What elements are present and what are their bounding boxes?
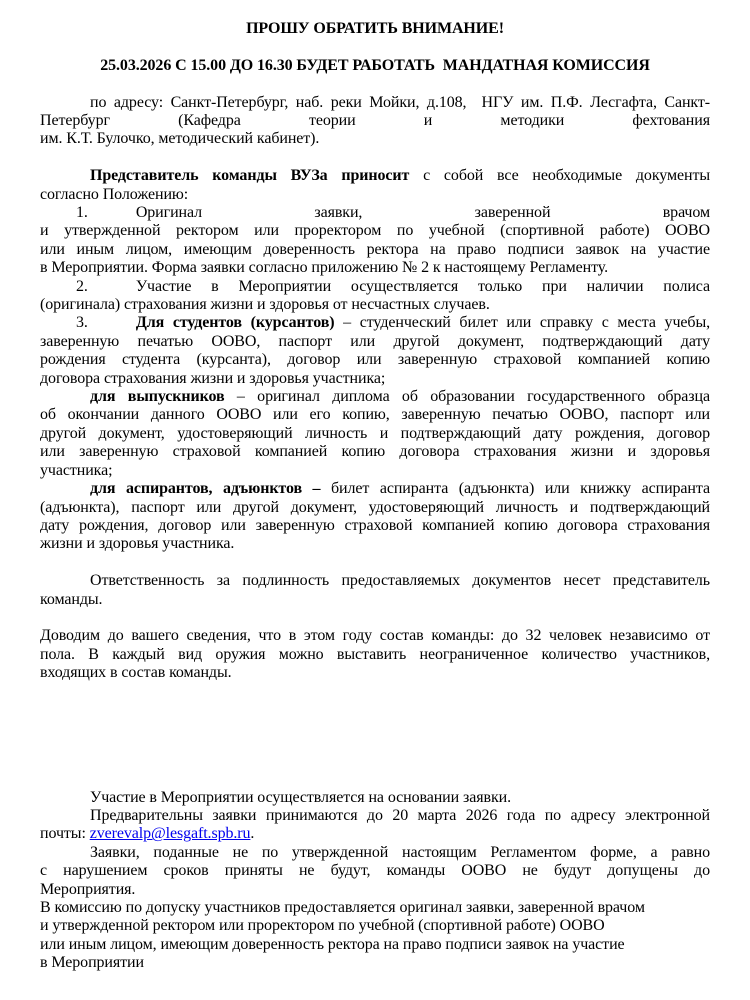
text-run: билет аспиранта (адъюнкта) или книжку аспиранта [320, 480, 710, 498]
text-run: Петербург (Кафедра теории и методики фехтования [40, 112, 710, 129]
text-run: им. К.Т. Булочко, методический кабинет). [40, 130, 320, 148]
participation-line [40, 789, 710, 807]
text-run: Участие в Мероприятии осуществляется только при наличии полиса [135, 277, 710, 295]
commission-schedule [40, 57, 710, 75]
text-run: почты: [40, 825, 90, 843]
commission-submission-line [40, 936, 710, 954]
blank-line [40, 75, 710, 93]
blank-line [40, 609, 710, 627]
text-run: дату рождения, договор или заверенную страховой компанией копию договора страхования [40, 516, 710, 534]
text-run: другой документ, удостоверяющий личность и подтверждающий дату рождения, договор [40, 424, 710, 442]
bold-text-run: ПРОШУ ОБРАТИТЬ ВНИМАНИЕ! [246, 20, 504, 37]
tab-spacer [40, 216, 76, 217]
email-line [40, 825, 710, 843]
bold-text-run: Представитель команды ВУЗа приносит [90, 167, 410, 185]
text-run: или заверенную страховой компанией копию договора страхования жизни и здоровья [40, 443, 710, 461]
text-run: договора страхования жизни и здоровья участника; [40, 369, 386, 387]
responsibility-line [40, 591, 710, 609]
applications-line [40, 844, 710, 862]
vertical-gap [40, 683, 710, 789]
tab-spacer [40, 584, 90, 585]
team-size-line [40, 646, 710, 664]
text-run: или иным лицом, имеющим доверенность ректора на право подписи заявок на участие [40, 935, 625, 953]
text-run: (оригинала) страхования жизни и здоровья от несчастных случаев. [40, 296, 490, 314]
representative-line [40, 186, 710, 204]
graduates-line [40, 425, 710, 443]
commission-submission-line [40, 899, 710, 917]
text-run: Участие в Мероприятии осуществляется на основании заявки. [90, 788, 511, 806]
tab-spacer [40, 492, 90, 493]
list-item-3 [40, 314, 710, 332]
address-line [40, 130, 710, 148]
tab-spacer [40, 106, 90, 107]
tab-spacer [88, 326, 136, 327]
text-run: об окончании данного ООВО или его копию, заверенную печатью ООВО, паспорт или [40, 406, 710, 424]
blank-line [40, 149, 710, 167]
tab-spacer [88, 216, 136, 217]
commission-submission-line [40, 954, 710, 972]
team-size-line [40, 627, 710, 645]
list-item-1 [40, 241, 710, 259]
text-run: В комиссию по допуску участников предоставляется оригинал заявки, заверенной врачом [40, 898, 645, 916]
tab-spacer [40, 400, 90, 401]
blank-line [40, 38, 710, 56]
bold-text-run: Для студентов (курсантов) [135, 314, 335, 332]
text-run: Заявки, поданные не по утвержденной настоящим Регламентом форме, а равно [90, 843, 710, 861]
text-run: 2. [76, 277, 88, 295]
text-run: Оригинал заявки, заверенной врачом [135, 204, 710, 222]
text-run: и утвержденной ректором или проректором по учебной (спортивной работе) ООВО [40, 222, 710, 240]
text-run: пола. В каждый вид оружия можно выставить неограниченное количество участников, [40, 645, 710, 663]
text-run: согласно Положению: [40, 185, 189, 203]
postgraduates-line [40, 480, 710, 498]
tab-spacer [40, 801, 90, 802]
bold-text-run: 25.03.2026 С 15.00 ДО 16.30 БУДЕТ РАБОТАТЬ МАНДАТНАЯ КОМИССИЯ [100, 56, 650, 74]
commission-submission-line [40, 917, 710, 935]
document-content [40, 20, 710, 973]
graduates-line [40, 406, 710, 424]
text-run: (адъюнкта), паспорт или другой документ, удостоверяющий личность и подтверждающий [40, 498, 710, 516]
text-run: Ответственность за подлинность предоставляемых документов несет представитель [90, 572, 710, 590]
text-run: . [250, 825, 255, 843]
text-run: 1. [76, 204, 88, 222]
tab-spacer [40, 290, 76, 291]
text-run: команды. [40, 590, 103, 608]
list-item-2 [40, 278, 710, 296]
text-run: – студенческий билет или справку с места учебы, [334, 314, 710, 332]
list-item-3 [40, 351, 710, 369]
list-item-1 [40, 204, 710, 222]
postgraduates-line [40, 517, 710, 535]
list-item-3 [40, 370, 710, 388]
text-run: или иным лицом, имеющим доверенность ректора на право подписи заявок на участие [40, 240, 710, 258]
address-line [40, 94, 710, 112]
list-item-2 [40, 296, 710, 314]
text-run: – оригинал диплома об образовании государственного образца [224, 388, 710, 406]
representative-line [40, 167, 710, 185]
text-run: по адресу: Санкт-Петербург, наб. реки Мойки, д.108, НГУ им. П.Ф. Лесгафта, Санкт- [90, 93, 710, 111]
bold-text-run: для аспирантов, адъюнктов – [90, 480, 321, 498]
text-run: участника; [40, 461, 113, 479]
graduates-line [40, 388, 710, 406]
team-size-line [40, 664, 710, 682]
text-run: входящих в состав команды. [40, 664, 232, 682]
text-run: Мероприятия. [40, 880, 136, 898]
text-run: в Мероприятии. Форма заявки согласно приложению № 2 к настоящему Регламенту. [40, 259, 608, 277]
text-run: 3. [76, 314, 88, 332]
notice-title [40, 20, 710, 38]
tab-spacer [40, 856, 90, 857]
graduates-line [40, 443, 710, 461]
tab-spacer [88, 290, 136, 291]
text-run: жизни и здоровья участника. [40, 535, 235, 553]
list-item-3 [40, 333, 710, 351]
postgraduates-line [40, 535, 710, 553]
postgraduates-line [40, 499, 710, 517]
text-run: Предварительны заявки принимаются до 20 марта 2026 года по адресу электронной [90, 806, 710, 824]
text-run: рождения студента (курсанта), договор или заверенную страховой компанией копию [40, 351, 710, 369]
text-run: с нарушением сроков приняты не будут, команды ООВО не будут допущены до [40, 862, 710, 880]
tab-spacer [40, 179, 90, 180]
email-link[interactable]: zverevalp@lesgaft.spb.ru [89, 825, 251, 843]
tab-spacer [40, 326, 76, 327]
list-item-1 [40, 222, 710, 240]
responsibility-line [40, 572, 710, 590]
address-line [40, 112, 710, 130]
bold-text-run: для выпускников [90, 388, 225, 406]
text-run: с собой все необходимые документы [409, 167, 710, 185]
tab-spacer [40, 819, 90, 820]
text-run: заверенную печатью ООВО, паспорт или другой документ, подтверждающий дату [40, 332, 710, 350]
text-run: Доводим до вашего сведения, что в этом году состав команды: до 32 человек независимо от [40, 627, 710, 645]
preliminary-line [40, 807, 710, 825]
applications-line [40, 881, 710, 899]
applications-line [40, 862, 710, 880]
list-item-1 [40, 259, 710, 277]
graduates-line [40, 462, 710, 480]
blank-line [40, 554, 710, 572]
text-run: и утвержденной ректором или проректором по учебной (спортивной работе) ООВО [40, 917, 605, 935]
text-run: в Мероприятии [40, 954, 144, 972]
